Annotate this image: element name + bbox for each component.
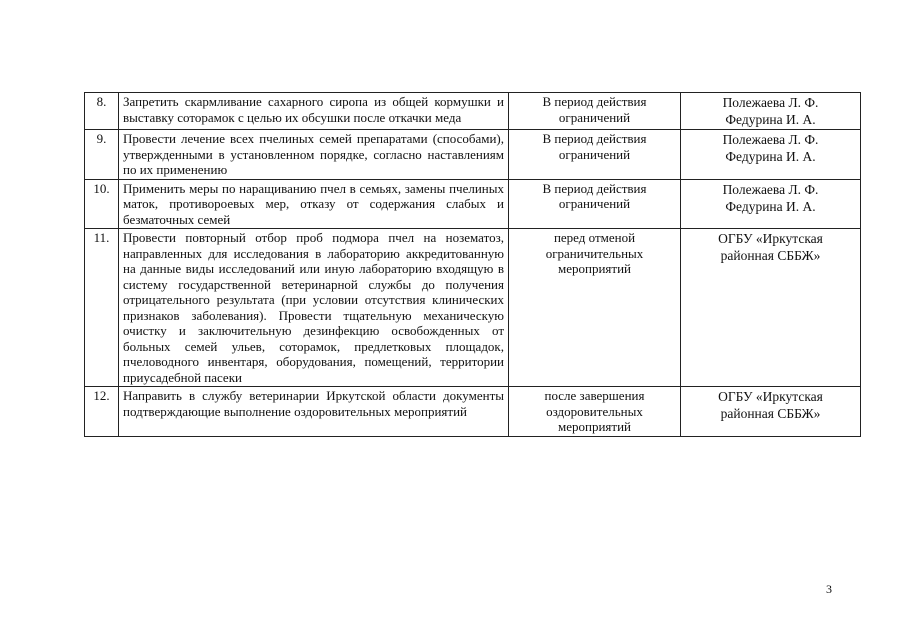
row-term: В период действия ограничений [509, 179, 681, 229]
row-action: Применить меры по наращиванию пчел в семьях, замены пчелиных маток, противороевых мер, отказу от содержания слабых и безматочных семей [119, 179, 509, 229]
table-row [85, 229, 861, 387]
row-responsible [681, 179, 861, 229]
row-number: 8. [85, 93, 119, 130]
row-number: 11. [85, 229, 119, 387]
row-responsible [681, 130, 861, 180]
row-action: Провести повторный отбор проб подмора пчел на нозематоз, направленных для исследования в лабораторию аккредитованную на данные виды исследований или иную лабораторию входящую в систему государственной ветеринарной службы до получения отрицательного результата (при условии отсутствия клинических признаков заболевания). Провести тщательную механическую очистку и заключительную дезинфекцию освобожденных от больных семей ульев, сотoрамок, предлетковых площадок, пчеловодного инвентаря, оборудования, помещений, территории приусадебной пасеки [119, 229, 509, 387]
responsible-line: районная СББЖ» [720, 406, 821, 421]
responsible-line: Полежаева Л. Ф. [722, 181, 819, 197]
row-term: В период действия ограничений [509, 93, 681, 130]
responsible-line: Федурина И. А. [725, 198, 816, 214]
table-row [85, 130, 861, 180]
row-action: Провести лечение всех пчелиных семей препаратами (способами), утвержденными в установленном порядке, согласно наставлениям по их применению [119, 130, 509, 180]
responsible-line: ОГБУ «Иркутская [718, 389, 823, 404]
row-number: 10. [85, 179, 119, 229]
responsible-line: Полежаева Л. Ф. [722, 132, 819, 147]
row-term: В период действия ограничений [509, 130, 681, 180]
table-row [85, 387, 861, 437]
row-responsible [681, 93, 861, 130]
responsible-line: Федурина И. А. [725, 112, 816, 127]
measures-table-body [85, 93, 861, 437]
row-responsible [681, 387, 861, 437]
row-term: перед отменой ограничительных мероприятий [509, 229, 681, 387]
row-responsible [681, 229, 861, 387]
table-row [85, 179, 861, 229]
responsible-line: Полежаева Л. Ф. [722, 95, 819, 110]
responsible-line: Федурина И. А. [725, 149, 816, 164]
row-term: после завершения оздоровительных мероприятий [509, 387, 681, 437]
responsible-line: районная СББЖ» [720, 248, 821, 263]
row-number: 9. [85, 130, 119, 180]
measures-table [84, 92, 861, 437]
page-number: 3 [826, 582, 832, 596]
responsible-line: ОГБУ «Иркутская [718, 231, 823, 246]
row-number: 12. [85, 387, 119, 437]
table-row [85, 93, 861, 130]
row-action: Направить в службу ветеринарии Иркутской области документы подтверждающие выполнение оздоровительных мероприятий [119, 387, 509, 437]
row-action: Запретить скармливание сахарного сиропа из общей кормушки и выставку соторамок с целью их обсушки после откачки меда [119, 93, 509, 130]
